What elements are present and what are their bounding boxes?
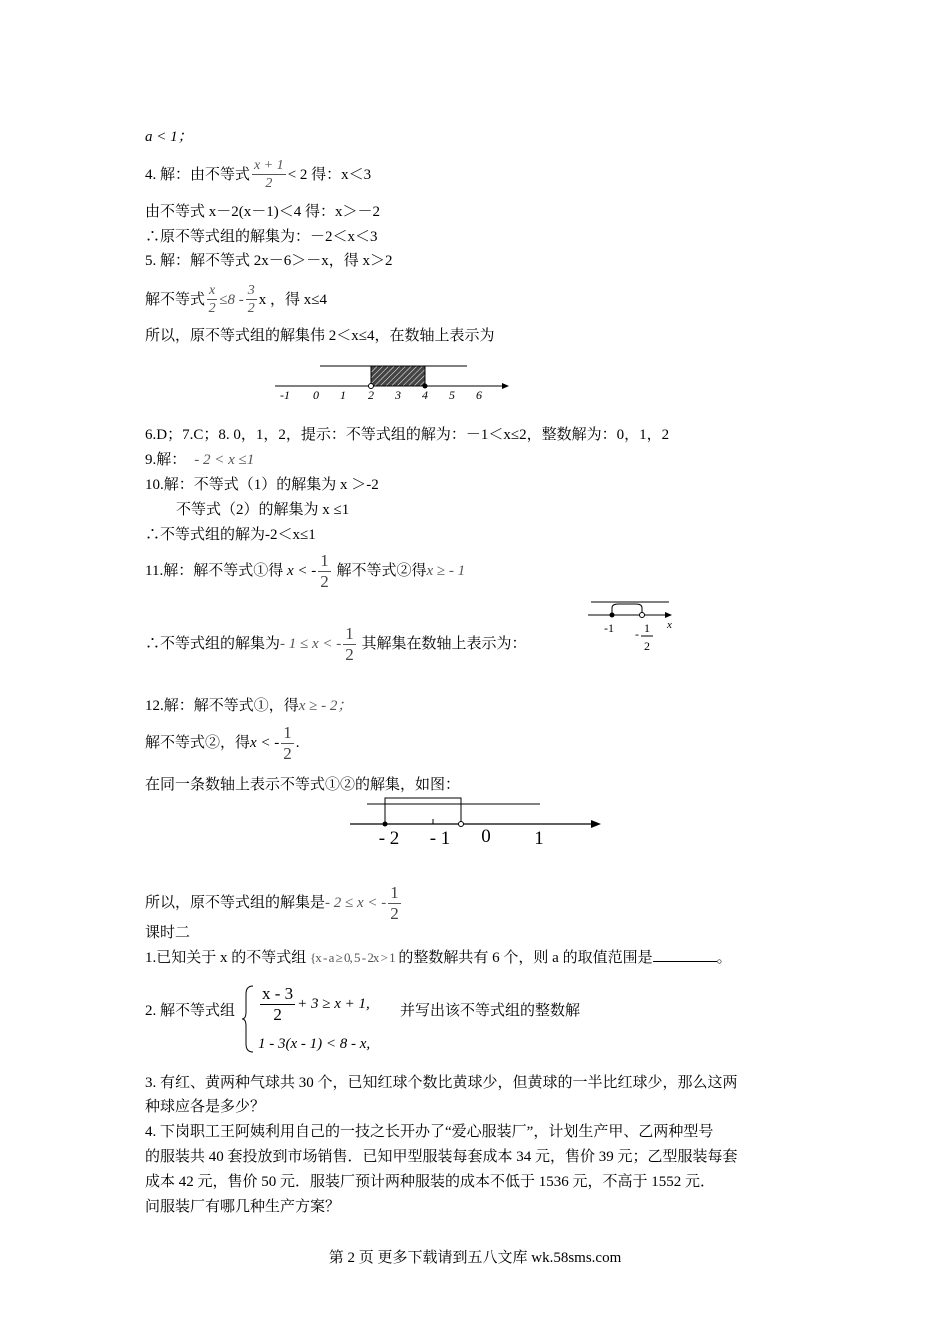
tick-label: 4 bbox=[422, 388, 428, 402]
tick-label: 5 bbox=[449, 388, 455, 402]
text-line: 10.解：不等式（1）的解集为 x ＞-2 bbox=[145, 477, 379, 493]
text-line: 6.D；7.C；8. 0，1，2，提示：不等式组的解为：－1＜x≤2，整数解为：0，1，2 bbox=[145, 427, 670, 443]
text-line: 所以，原不等式组的解集伟 2＜x≤4，在数轴上表示为 bbox=[145, 328, 495, 344]
text-line: a < 1； bbox=[145, 129, 193, 145]
tick-label: - 2 bbox=[378, 828, 400, 849]
tick-label: 0 bbox=[313, 388, 319, 402]
closed-point bbox=[610, 613, 615, 618]
text-line: 9.解： - 2 < x ≤1 bbox=[145, 452, 255, 468]
text-line: ∴不等式组的解集为- 1 ≤ x < - $\frac{1}{2}$ 其解集在数轴上表示为： bbox=[145, 624, 527, 664]
tick-label: 3 bbox=[395, 388, 401, 402]
open-point bbox=[640, 613, 645, 618]
text-line: 5. 解：解不等式 2x－6＞－x，得 x＞2 bbox=[145, 253, 393, 269]
text-line: 不等式（2）的解集为 x ≤1 bbox=[176, 502, 350, 518]
text-line: 4. 下岗职工王阿姨利用自己的一技之长开办了“爱心服装厂”，计划生产甲、乙两种型号 bbox=[145, 1124, 714, 1140]
fraction: $\frac{x + 1}{2}$ bbox=[254, 158, 284, 191]
system-brace bbox=[241, 984, 255, 1054]
text-line: 解不等式②，得x < - $\frac{1}{2}$ . bbox=[145, 723, 300, 763]
tick-label: 1 bbox=[534, 828, 544, 849]
text-line: 12.解：解不等式①，得x ≥ - 2； bbox=[145, 698, 353, 714]
tick-label: 2 bbox=[644, 639, 650, 653]
tick-label: 1 bbox=[340, 388, 346, 402]
closed-point bbox=[383, 822, 388, 827]
open-point bbox=[459, 822, 464, 827]
number-line-1 bbox=[270, 360, 515, 405]
solution-region bbox=[371, 366, 425, 386]
answer-blank bbox=[653, 947, 717, 962]
axis-label: x bbox=[667, 619, 672, 631]
text-line: 课时二 bbox=[145, 925, 191, 941]
text-line: 由不等式 x－2(x－1)＜4 得：x＞－2 bbox=[145, 204, 380, 220]
text-line: ∴不等式组的解为-2＜x≤1 bbox=[145, 527, 316, 543]
number-line-2 bbox=[585, 596, 680, 658]
text-line: 问服装厂有哪几种生产方案？ bbox=[145, 1199, 341, 1215]
tick-label: 2 bbox=[368, 388, 374, 402]
text-line: 成本 42 元，售价 50 元．服装厂预计两种服装的成本不低于 1536 元，不高于 1552 元． bbox=[145, 1174, 716, 1190]
text-line: 种球应各是多少？ bbox=[145, 1099, 266, 1115]
text-line: 解不等式 $\frac{x}{2}$ ≤8 - $\frac{3}{2}$ x ，得 x≤4 bbox=[145, 283, 327, 316]
text-line: 1.已知关于 x 的不等式组 {x - a ≥ 0, 5 - 2x > 1 的整数解共有 6 个，则 a 的取值范围是 。 bbox=[145, 947, 732, 968]
text-line: 4. 解：由不等式 $\frac{x + 1}{2}$ < 2 得：x＜3 bbox=[145, 158, 372, 191]
text-line: 的服装共 40 套投放到市场销售．已知甲型服装每套成本 34 元，售价 39 元；乙型服装每套 bbox=[145, 1149, 738, 1165]
tick-label: 6 bbox=[476, 388, 482, 402]
tick-label: - 1 bbox=[429, 828, 451, 849]
tick-label: -1 bbox=[280, 388, 290, 402]
text-line: 所以，原不等式组的解集是- 2 ≤ x < - $\frac{1}{2}$ bbox=[145, 883, 399, 923]
tick-label: -1 bbox=[604, 621, 614, 635]
text-line: ∴原不等式组的解集为：－2＜x＜3 bbox=[145, 229, 378, 245]
text-line: 在同一条数轴上表示不等式①②的解集，如图： bbox=[145, 777, 461, 793]
page-footer: 第 2 页 更多下载请到五八文库 wk.58sms.com bbox=[328, 1250, 622, 1266]
text-line: 3. 有红、黄两种气球共 30 个，已知红球个数比黄球少，但黄球的一半比红球少，那么这两 bbox=[145, 1075, 738, 1091]
number-line-3 bbox=[345, 794, 610, 854]
inequality-system: {x - a ≥ 0, 5 - 2x > 1 bbox=[310, 950, 395, 965]
tick-label: - bbox=[635, 627, 639, 641]
tick-label: 1 bbox=[644, 621, 650, 635]
text-line: 11.解：解不等式①得 x < - $\frac{1}{2}$ 解不等式②得x ≥ - 1 bbox=[145, 551, 466, 591]
tick-label: 0 bbox=[481, 826, 491, 847]
